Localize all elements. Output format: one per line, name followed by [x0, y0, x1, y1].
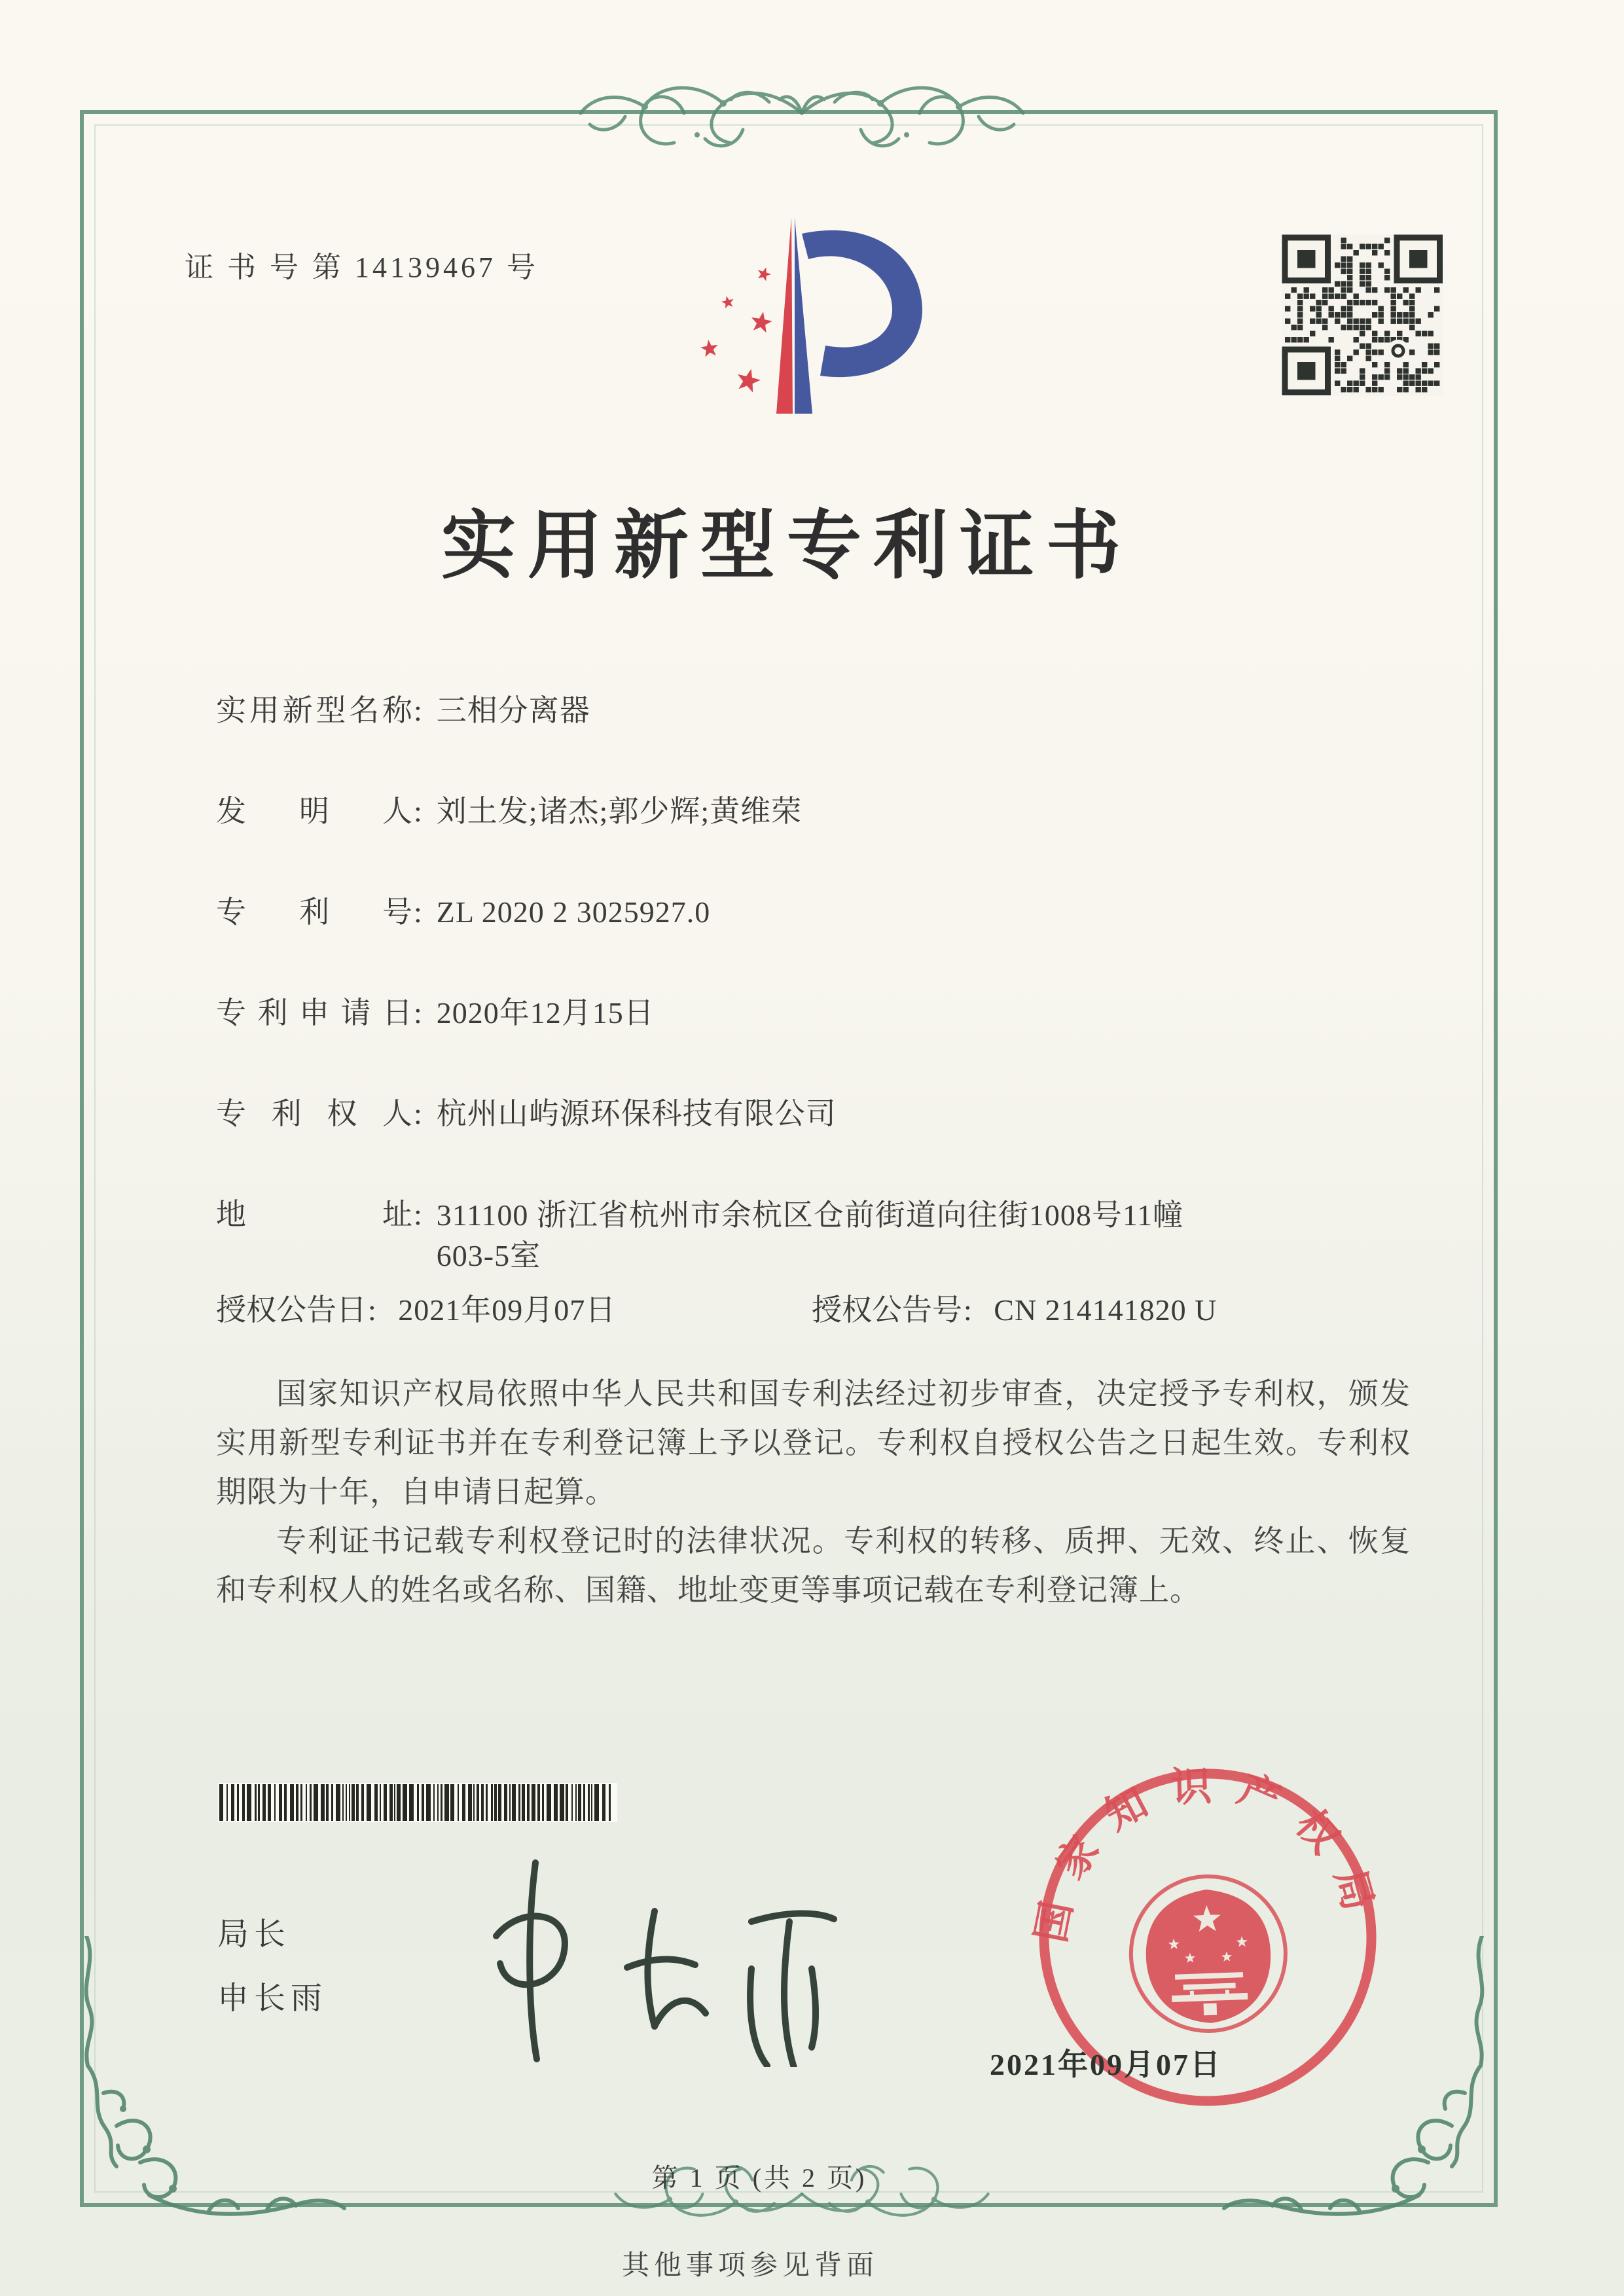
field-value: ZL 2020 2 3025927.0	[436, 895, 711, 929]
field-row-inventors	[216, 792, 1414, 893]
director-signature	[458, 1851, 851, 2067]
field-label: 专利权人	[216, 1097, 412, 1130]
grant-date-value: 2021年09月07日	[398, 1293, 617, 1327]
director-title: 局长	[217, 1917, 291, 1952]
grant-no-group	[812, 1291, 1217, 1330]
field-separator: :	[414, 795, 422, 828]
field-separator: :	[414, 895, 422, 929]
certificate-title: 实用新型专利证书	[441, 505, 1132, 588]
grant-no-value: CN 214141820 U	[994, 1293, 1218, 1327]
legal-paragraph-1: 国家知识产权局依照中华人民共和国专利法经过初步审查，决定授予专利权，颁发实用新型专利证书并在专利登记簿上予以登记。专利权自授权公告之日起生效。专利权期限为十年，自申请日起算。	[216, 1377, 1411, 1509]
field-separator: :	[414, 694, 422, 727]
field-value: 2020年12月15日	[436, 996, 655, 1030]
field-label: 地址	[216, 1198, 412, 1231]
cnipa-logo-icon	[677, 211, 939, 427]
national-emblem-icon	[1128, 1874, 1288, 2034]
seal-date: 2021年09月07日	[990, 2048, 1222, 2081]
director-name: 申长雨	[217, 1981, 328, 2016]
field-separator: :	[964, 1293, 972, 1327]
field-value: 刘土发;诸杰;郭少辉;黄维荣	[436, 795, 803, 828]
field-separator: :	[414, 1198, 422, 1231]
field-value: 杭州山屿源环保科技有限公司	[436, 1097, 837, 1130]
field-row-address	[216, 1195, 1414, 1276]
legal-paragraph-2: 专利证书记载专利权登记时的法律状况。专利权的转移、质押、无效、终止、恢复和专利权人的姓名或名称、国籍、地址变更等事项记载在专利登记簿上。	[216, 1524, 1411, 1607]
field-label: 专利申请日	[216, 996, 412, 1030]
grant-date-label: 授权公告日	[216, 1293, 367, 1327]
grant-no-label: 授权公告号	[812, 1293, 962, 1327]
field-row-patent-no	[216, 893, 1414, 994]
grant-row	[216, 1291, 1414, 1330]
field-label: 发明人	[216, 795, 412, 828]
certificate-number: 证 书 号 第 14139467 号	[185, 251, 539, 283]
field-separator: :	[368, 1293, 376, 1327]
field-label: 实用新型名称	[216, 694, 412, 727]
qr-code	[1282, 234, 1443, 396]
seal-text: 国家知识产权局	[1028, 1763, 1386, 1946]
field-row-filing-date	[216, 994, 1414, 1094]
field-separator: :	[414, 1097, 422, 1130]
field-value: 311100 浙江省杭州市余杭区仓前街道向往街1008号11幢603-5室	[436, 1198, 1184, 1272]
border-ornament-top	[553, 51, 1051, 175]
field-separator: :	[414, 996, 422, 1030]
legal-paragraphs	[216, 1369, 1411, 1615]
back-note: 其他事项参见背面	[621, 2251, 878, 2281]
field-row-patentee	[216, 1094, 1414, 1195]
page-indicator: 第 1 页 (共 2 页)	[651, 2163, 867, 2193]
field-label: 专利号	[216, 895, 412, 929]
barcode	[218, 1783, 617, 1822]
field-value: 三相分离器	[436, 694, 590, 727]
field-list	[216, 691, 1414, 1276]
field-row-name	[216, 691, 1414, 792]
